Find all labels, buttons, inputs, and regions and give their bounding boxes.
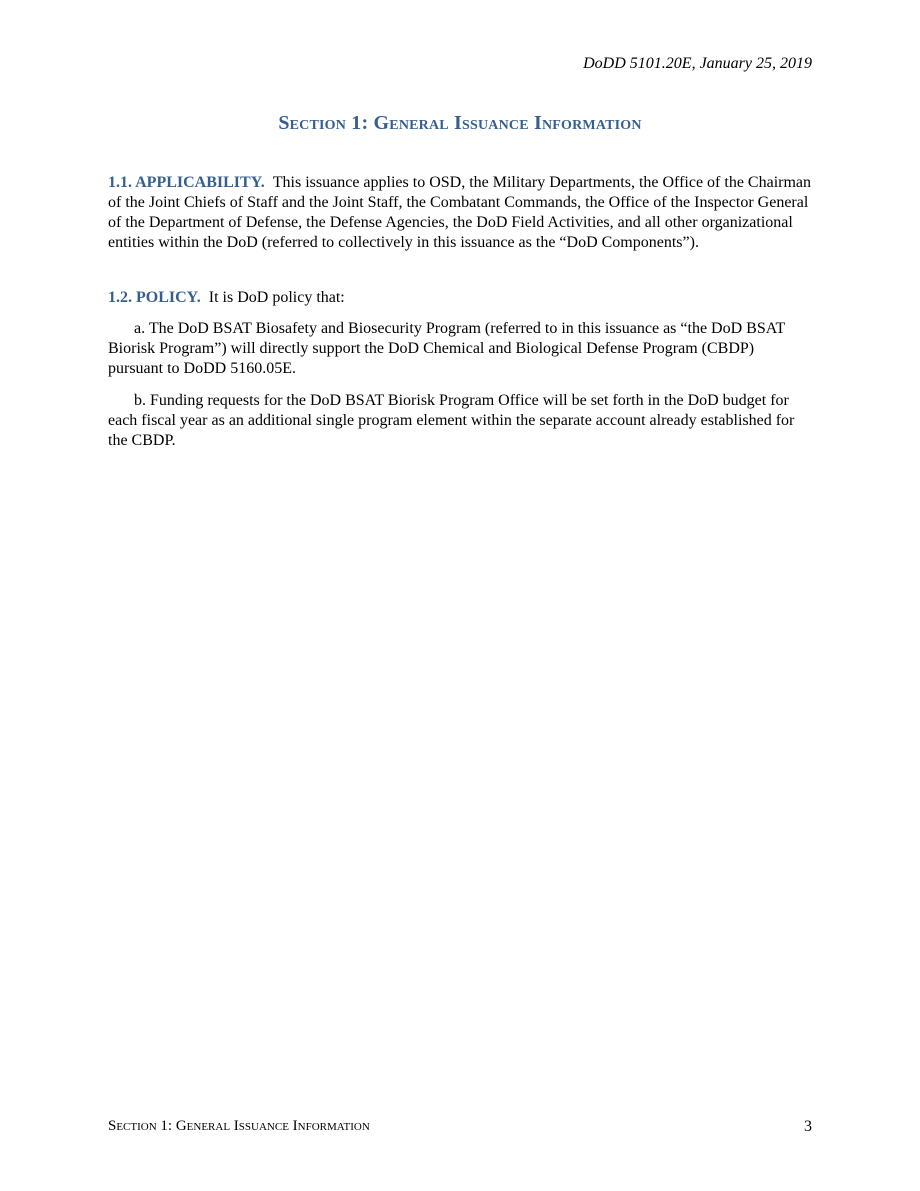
paragraph-applicability [108, 173, 812, 253]
footer-section-title: Section 1: General Issuance Information [108, 1118, 370, 1134]
policy-item-b: b. Funding requests for the DoD BSAT Biorisk Program Office will be set forth in the DoD budget for each fiscal year as an additional single program element within the separate account already established for the CBDP. [108, 392, 795, 449]
page-number: 3 [804, 1118, 812, 1135]
paragraph-heading: 1.2. POLICY. [108, 289, 201, 306]
document-body [108, 173, 812, 451]
running-header: DoDD 5101.20E, January 25, 2019 [583, 55, 812, 72]
paragraph-text: This issuance applies to OSD, the Military Departments, the Office of the Chairman of the Joint Chiefs of Staff and the Joint Staff, the Combatant Commands, the Office of the Inspector General of the Department of Defense, the Defense Agencies, the DoD Field Activities, and all other organizational entities within the DoD (referred to collectively in this issuance as the “DoD Components”). [108, 174, 812, 251]
paragraph-policy [108, 288, 812, 308]
page-footer [108, 1118, 812, 1135]
paragraph-heading: 1.1. APPLICABILITY. [108, 174, 265, 191]
paragraph-text: It is DoD policy that: [208, 289, 345, 306]
policy-item-a: a. The DoD BSAT Biosafety and Biosecurity Program (referred to in this issuance as “the DoD BSAT Biorisk Program”) will directly support the DoD Chemical and Biological Defense Program (CBDP) pursuant to DoDD 5160.05E. [108, 320, 785, 377]
section-title: Section 1: General Issuance Information [278, 112, 642, 134]
